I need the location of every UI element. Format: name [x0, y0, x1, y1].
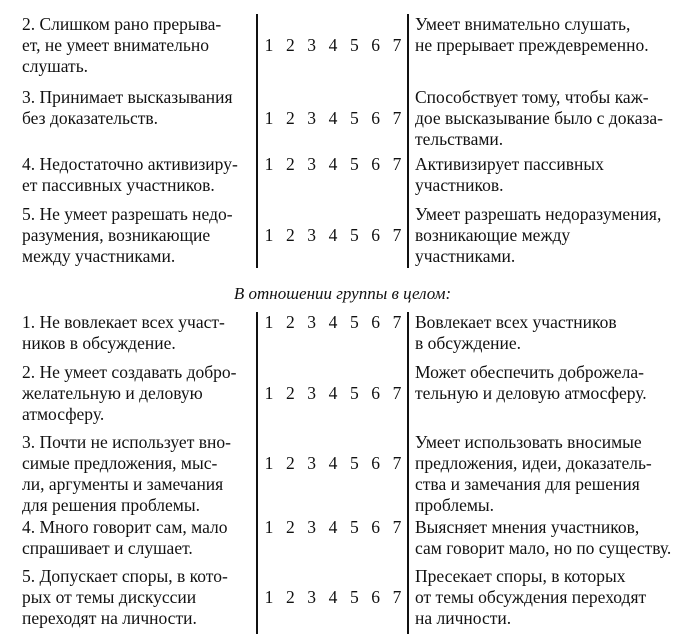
positive-statement: Умеет внимательно слушать, не прерывает преждевременно. [415, 14, 649, 55]
scale-value[interactable]: 4 [328, 517, 338, 537]
rating-scale[interactable] [261, 587, 405, 608]
positive-statement: Выясняет мнения участников, сам говорит мало, но по существу. [415, 517, 672, 558]
rating-scale[interactable] [261, 383, 405, 404]
scale-value[interactable]: 4 [328, 587, 338, 607]
scale-value[interactable]: 2 [285, 108, 295, 128]
scale-value[interactable]: 4 [328, 154, 338, 174]
scale-value[interactable]: 5 [349, 108, 359, 128]
scale-value[interactable]: 4 [328, 225, 338, 245]
positive-statement: Пресекает споры, в которых от темы обсуждения переходят на личности. [415, 566, 647, 628]
scale-value[interactable]: 7 [392, 108, 402, 128]
scale-value[interactable]: 3 [307, 225, 317, 245]
scale-value[interactable]: 7 [392, 517, 402, 537]
scale-value[interactable]: 7 [392, 35, 402, 55]
scale-value[interactable]: 1 [264, 312, 274, 332]
negative-statement: 4. Много говорит сам, мало спрашивает и слушает. [22, 517, 228, 558]
scale-value[interactable]: 4 [328, 453, 338, 473]
positive-statement: Вовлекает всех участников в обсуждение. [415, 312, 617, 353]
positive-statement: Может обеспечить доброжела- тельную и деловую атмосферу. [415, 362, 647, 403]
scale-value[interactable]: 3 [307, 108, 317, 128]
negative-statement: 5. Не умеет разрешать недо- разумения, возникающие между участниками. [22, 204, 233, 266]
scale-value[interactable]: 3 [307, 312, 317, 332]
scale-value[interactable]: 1 [264, 587, 274, 607]
scale-value[interactable]: 5 [349, 453, 359, 473]
scale-value[interactable]: 7 [392, 154, 402, 174]
rating-scale[interactable] [261, 108, 405, 129]
bottom-section [0, 312, 685, 638]
scale-value[interactable]: 7 [392, 453, 402, 473]
scale-value[interactable]: 1 [264, 383, 274, 403]
scale-value[interactable]: 3 [307, 453, 317, 473]
negative-statement: 4. Недостаточно активизиру- ет пассивных участников. [22, 154, 238, 195]
scale-value[interactable]: 2 [285, 383, 295, 403]
scale-value[interactable]: 6 [371, 517, 381, 537]
scale-value[interactable]: 4 [328, 383, 338, 403]
negative-statement: 5. Допускает споры, в кото- рых от темы дискуссии переходят на личности. [22, 566, 228, 628]
scale-value[interactable]: 6 [371, 225, 381, 245]
positive-statement: Способствует тому, чтобы каж- дое высказывание было с доказа- тельствами. [415, 87, 663, 149]
scale-value[interactable]: 4 [328, 35, 338, 55]
scale-value[interactable]: 2 [285, 453, 295, 473]
scale-value[interactable]: 3 [307, 587, 317, 607]
scale-value[interactable]: 7 [392, 383, 402, 403]
rating-scale[interactable] [261, 517, 405, 538]
scale-value[interactable]: 1 [264, 154, 274, 174]
positive-statement: Умеет разрешать недоразумения, возникающие между участниками. [415, 204, 662, 266]
negative-statement: 1. Не вовлекает всех участ- ников в обсуждение. [22, 312, 225, 353]
positive-statement: Активизирует пассивных участников. [415, 154, 604, 195]
right-divider [407, 312, 409, 634]
scale-value[interactable]: 3 [307, 35, 317, 55]
positive-statement: Умеет использовать вносимые предложения, идеи, доказатель- ства и замечания для решения проблемы. [415, 432, 652, 515]
scale-value[interactable]: 1 [264, 35, 274, 55]
scale-value[interactable]: 6 [371, 154, 381, 174]
scale-value[interactable]: 6 [371, 453, 381, 473]
scale-value[interactable]: 6 [371, 587, 381, 607]
rating-scale[interactable] [261, 225, 405, 246]
right-divider [407, 14, 409, 268]
scale-value[interactable]: 2 [285, 587, 295, 607]
scale-value[interactable]: 3 [307, 154, 317, 174]
left-divider [256, 312, 258, 634]
scale-value[interactable]: 1 [264, 517, 274, 537]
scale-value[interactable]: 1 [264, 108, 274, 128]
negative-statement: 2. Не умеет создавать добро- желательную и деловую атмосферу. [22, 362, 237, 424]
rating-scale[interactable] [261, 35, 405, 56]
scale-value[interactable]: 5 [349, 35, 359, 55]
rating-scale[interactable] [261, 312, 405, 333]
top-section [0, 14, 685, 272]
scale-value[interactable]: 6 [371, 312, 381, 332]
scale-value[interactable]: 5 [349, 154, 359, 174]
scale-value[interactable]: 5 [349, 517, 359, 537]
scale-value[interactable]: 3 [307, 383, 317, 403]
negative-statement: 3. Почти не использует вно- симые предложения, мыс- ли, аргументы и замечания для решения проблемы. [22, 432, 231, 515]
scale-value[interactable]: 2 [285, 35, 295, 55]
left-divider [256, 14, 258, 268]
scale-value[interactable]: 3 [307, 517, 317, 537]
scale-value[interactable]: 1 [264, 453, 274, 473]
scale-value[interactable]: 6 [371, 383, 381, 403]
scale-value[interactable]: 5 [349, 225, 359, 245]
scale-value[interactable]: 2 [285, 154, 295, 174]
negative-statement: 3. Принимает высказывания без доказательств. [22, 87, 233, 128]
scale-value[interactable]: 4 [328, 312, 338, 332]
scale-value[interactable]: 5 [349, 312, 359, 332]
scale-value[interactable]: 2 [285, 225, 295, 245]
rating-scale[interactable] [261, 453, 405, 474]
scale-value[interactable]: 2 [285, 312, 295, 332]
scale-value[interactable]: 7 [392, 587, 402, 607]
group-heading: В отношении группы в целом: [233, 284, 452, 303]
scale-value[interactable]: 1 [264, 225, 274, 245]
negative-statement: 2. Слишком рано прерыва- ет, не умеет внимательно слушать. [22, 14, 222, 76]
scale-value[interactable]: 5 [349, 383, 359, 403]
scale-value[interactable]: 5 [349, 587, 359, 607]
rating-scale[interactable] [261, 154, 405, 175]
scale-value[interactable]: 4 [328, 108, 338, 128]
scale-value[interactable]: 7 [392, 225, 402, 245]
scale-value[interactable]: 2 [285, 517, 295, 537]
scale-value[interactable]: 6 [371, 35, 381, 55]
scale-value[interactable]: 7 [392, 312, 402, 332]
scale-value[interactable]: 6 [371, 108, 381, 128]
